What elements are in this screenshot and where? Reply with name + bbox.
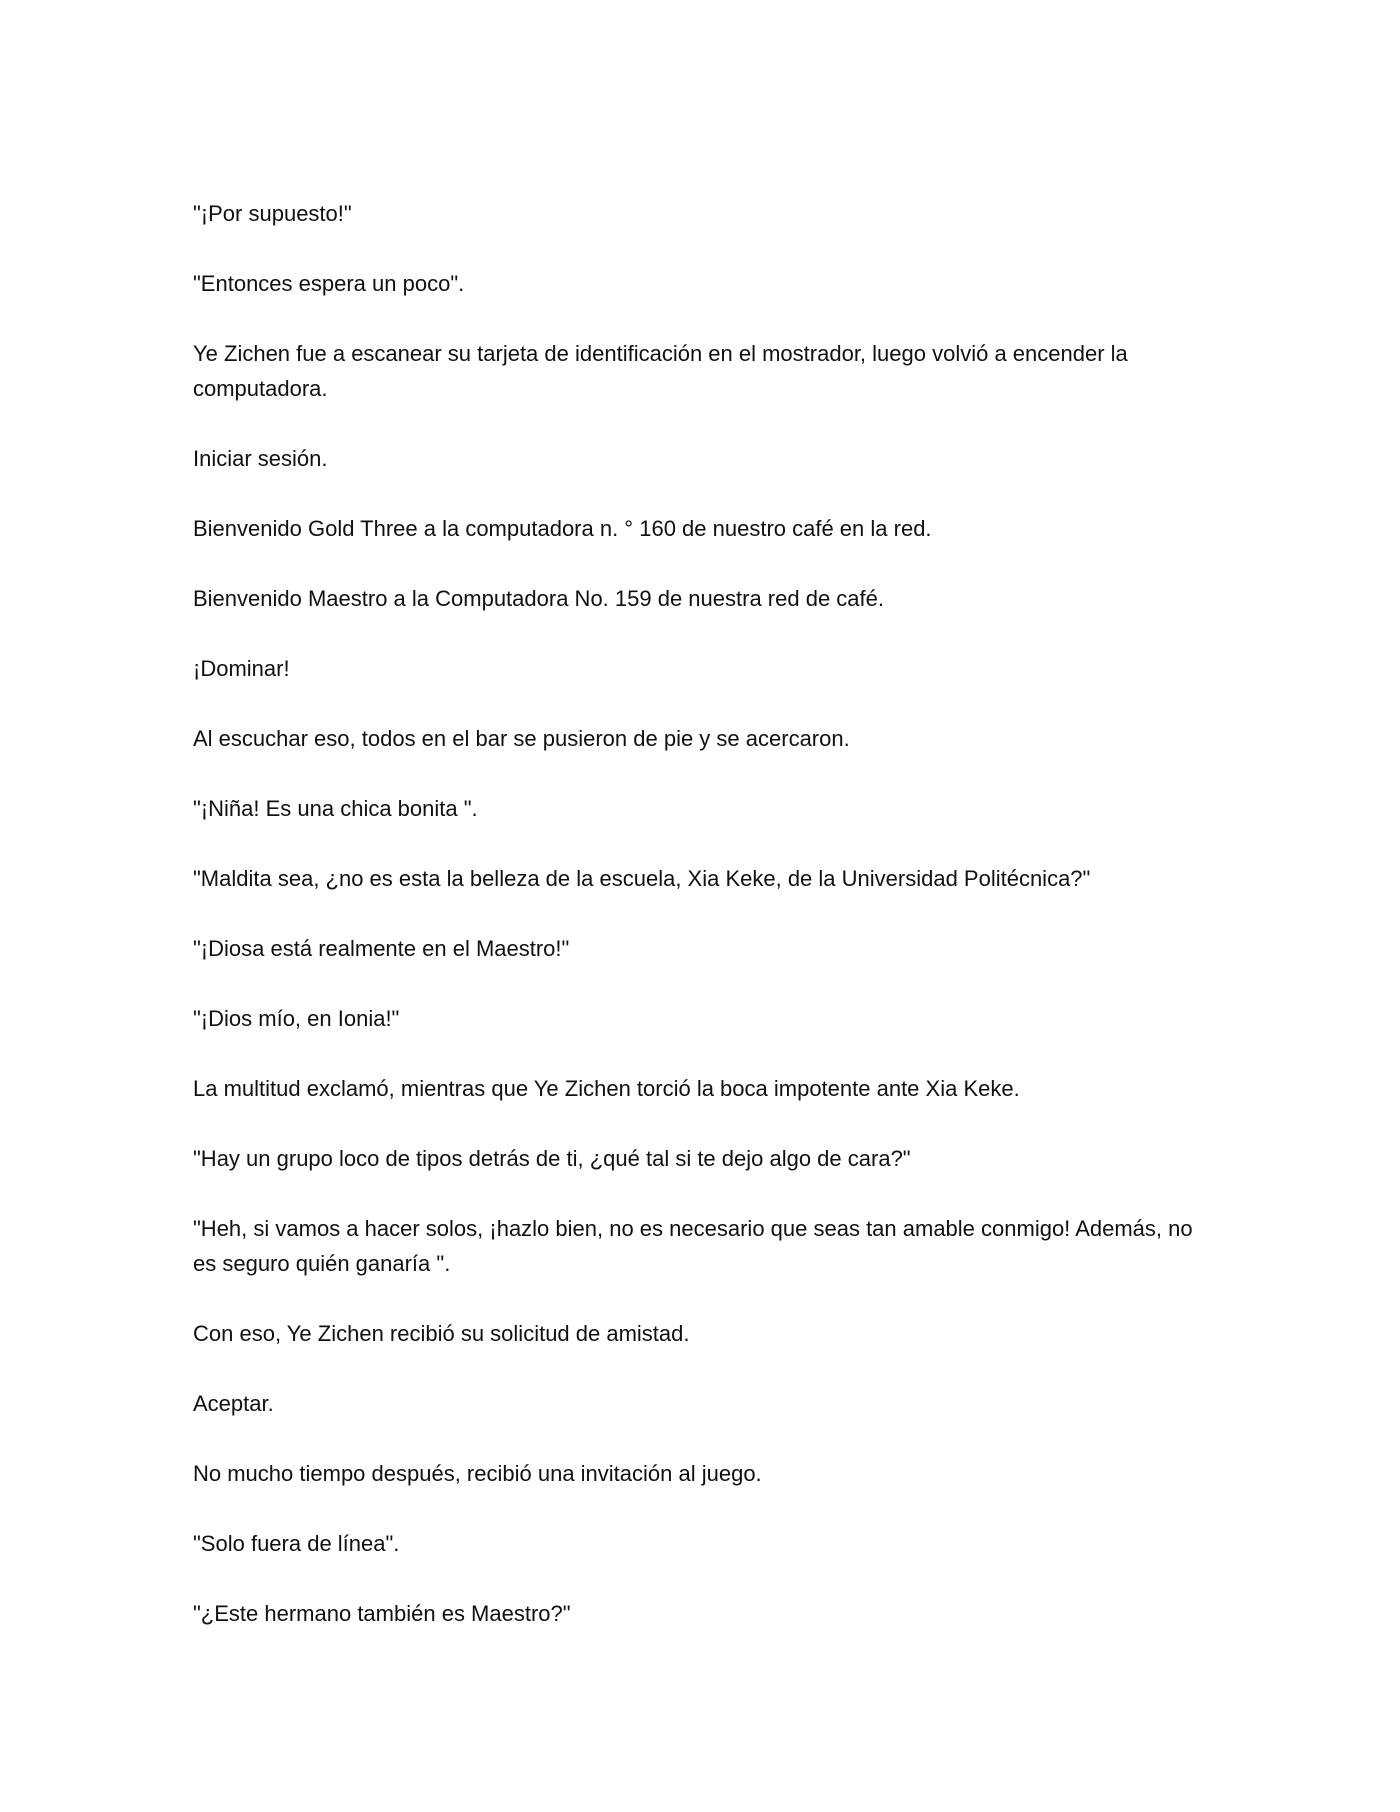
- paragraph: Iniciar sesión.: [193, 446, 328, 471]
- paragraph: Al escuchar eso, todos en el bar se pusieron de pie y se acercaron.: [193, 726, 850, 751]
- paragraph: ¡Dominar!: [193, 656, 290, 681]
- paragraph: Bienvenido Gold Three a la computadora n. ° 160 de nuestro café en la red.: [193, 516, 932, 541]
- paragraph: "¡Niña! Es una chica bonita ".: [193, 796, 478, 821]
- paragraph: "Hay un grupo loco de tipos detrás de ti, ¿qué tal si te dejo algo de cara?": [193, 1146, 911, 1171]
- paragraph: "¡Por supuesto!": [193, 201, 352, 226]
- paragraph: "Heh, si vamos a hacer solos, ¡hazlo bien, no es necesario que seas tan amable conmigo! Además, no es seguro quién ganaría ".: [193, 1216, 1193, 1276]
- document-body: [193, 196, 1203, 1666]
- paragraph: La multitud exclamó, mientras que Ye Zichen torció la boca impotente ante Xia Keke.: [193, 1076, 1020, 1101]
- paragraph: Ye Zichen fue a escanear su tarjeta de identificación en el mostrador, luego volvió a encender la computadora.: [193, 341, 1128, 401]
- paragraph: Bienvenido Maestro a la Computadora No. 159 de nuestra red de café.: [193, 586, 884, 611]
- paragraph: "¿Este hermano también es Maestro?": [193, 1601, 571, 1626]
- paragraph: "Solo fuera de línea".: [193, 1531, 400, 1556]
- paragraph: Con eso, Ye Zichen recibió su solicitud de amistad.: [193, 1321, 690, 1346]
- paragraph: "¡Dios mío, en Ionia!": [193, 1006, 400, 1031]
- paragraph: "Maldita sea, ¿no es esta la belleza de la escuela, Xia Keke, de la Universidad Politécnica?": [193, 866, 1091, 891]
- paragraph: No mucho tiempo después, recibió una invitación al juego.: [193, 1461, 762, 1486]
- paragraph: "¡Diosa está realmente en el Maestro!": [193, 936, 570, 961]
- paragraph: "Entonces espera un poco".: [193, 271, 465, 296]
- paragraph: Aceptar.: [193, 1391, 274, 1416]
